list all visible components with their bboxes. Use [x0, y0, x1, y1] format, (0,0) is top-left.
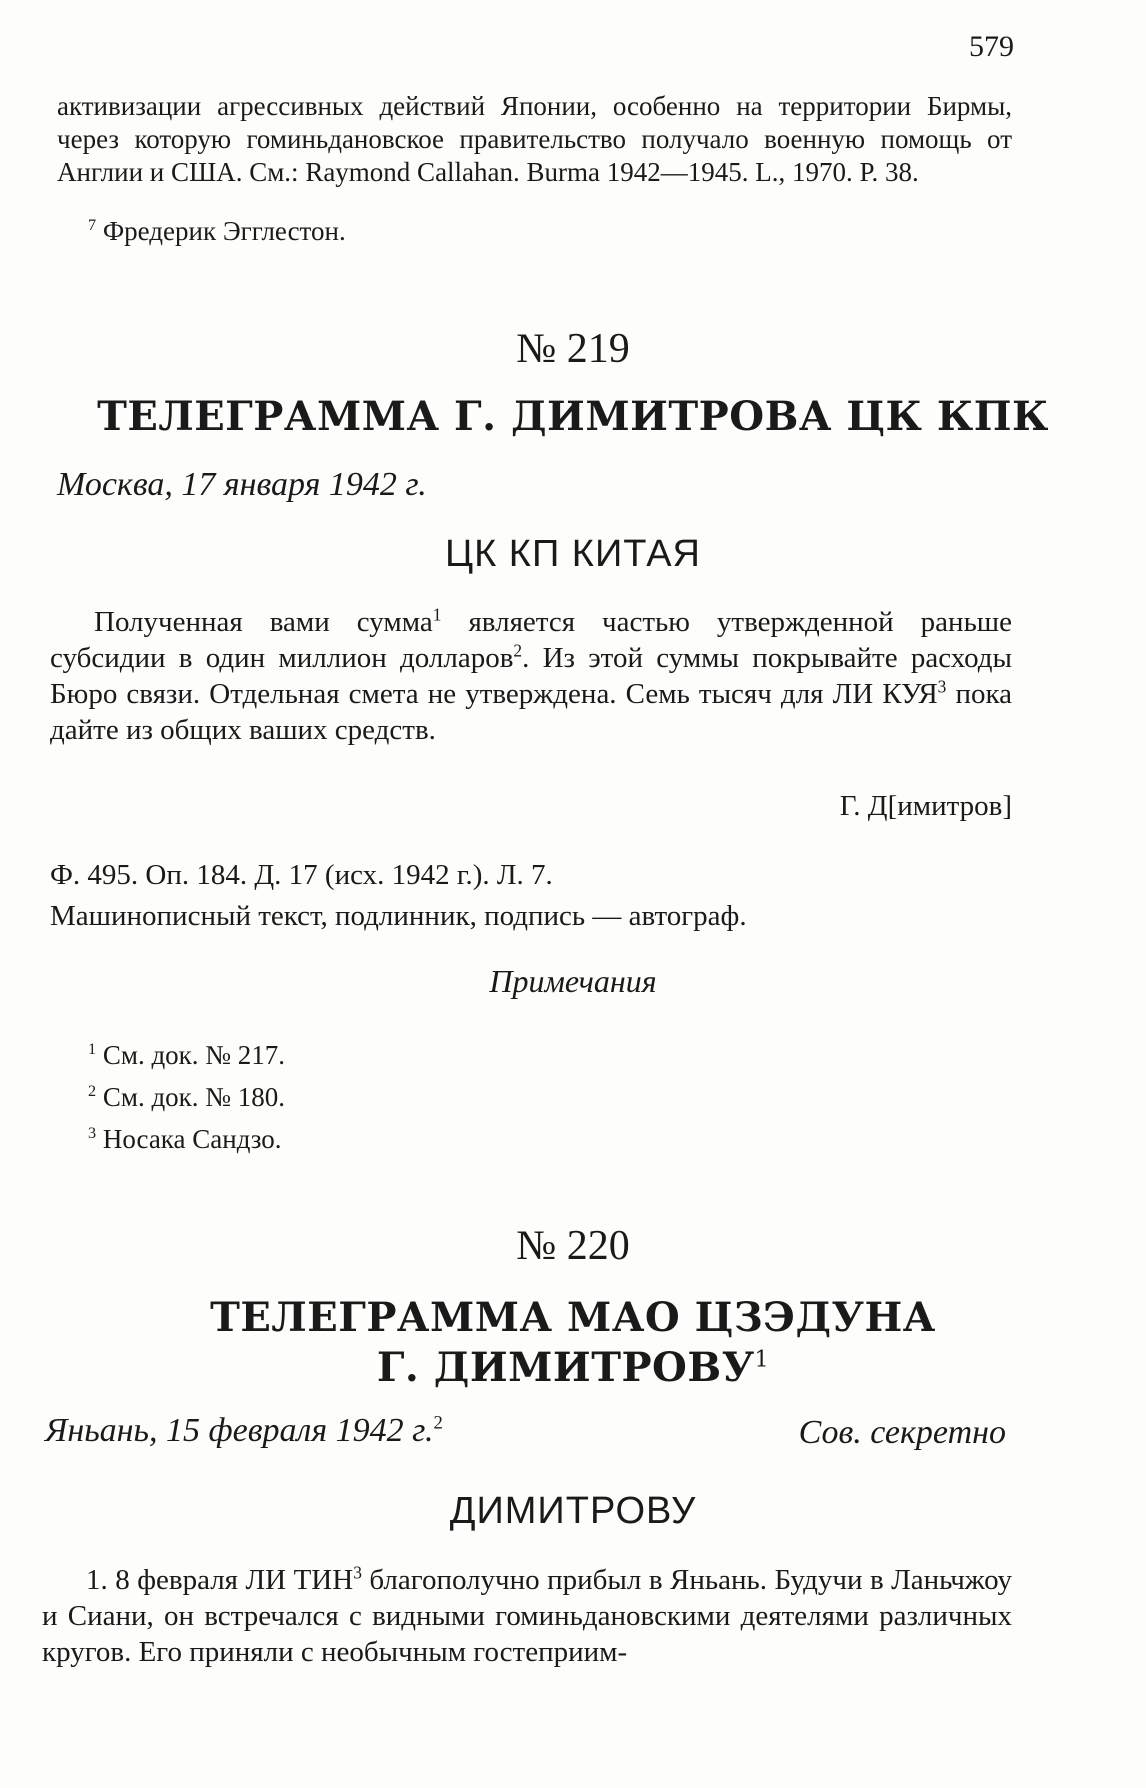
doc-220-title [0, 1293, 1146, 1393]
body-text: . Из этой суммы покрывайте расходы Бюро связи. Отдельная смета не утверждена. Семь тысяч для ЛИ КУЯ [50, 642, 1012, 710]
body-text: Полученная вами сумма [94, 606, 433, 638]
doc-219-signature: Г. Д[имитров] [839, 790, 1012, 822]
title-line-2 [0, 1343, 1146, 1393]
carryover-paragraph [57, 90, 1012, 189]
doc-219-addressee: ЦК КП КИТАЯ [445, 533, 701, 575]
doc-219-body [50, 604, 1012, 748]
notes-heading: Примечания [489, 963, 657, 999]
footnote-ref: 1 [754, 1347, 770, 1373]
doc-220-addressee: ДИМИТРОВУ [449, 1490, 697, 1532]
footnote-marker: 7 [88, 216, 97, 234]
footnote-ref: 1 [432, 604, 442, 625]
archive-description: Машинописный текст, подлинник, подпись — автограф. [50, 900, 747, 932]
doc-220-classification: Сов. секретно [798, 1414, 1006, 1451]
note-marker: 2 [88, 1082, 97, 1100]
footnote-ref: 2 [433, 1412, 443, 1434]
note-item [88, 1034, 285, 1076]
carryover-text: активизации агрессивных действий Японии, особенно на территории Бирмы, через которую гоминьдановское правительство получало военную помощь от Англии и США. См.: Raymond Callahan. Burma 1942—1945. L., 1970. P. 38. [57, 91, 1012, 187]
note-marker: 1 [88, 1040, 97, 1058]
note-item [88, 1076, 285, 1118]
footnote-text: Фредерик Эгглестон. [102, 216, 346, 246]
body-text: пока дайте из общих ваших средств. [50, 678, 1013, 746]
body-text: является частью утвержденной раньше субсидии в один миллион долларов [50, 606, 1012, 674]
doc-220-body [42, 1562, 1012, 1670]
note-marker: 3 [88, 1124, 97, 1142]
body-text: благополучно прибыл в Яньань. Будучи в Ланьчжоу и Сиани, он встречался с видными гоминьдановскими деятелями различных кругов. Его приняли с необычным гостеприим- [42, 1564, 1012, 1668]
doc-219-number: № 219 [516, 326, 630, 372]
body-text: 1. 8 февраля ЛИ ТИН [86, 1564, 354, 1596]
doc-220-number: № 220 [516, 1223, 630, 1269]
doc-219-place-date: Москва, 17 января 1942 г. [57, 466, 427, 503]
doc-219-archive-info [50, 855, 747, 937]
footnote-ref: 3 [353, 1562, 362, 1583]
footnote-ref: 2 [513, 640, 523, 661]
note-text: Носака Сандзо. [102, 1124, 282, 1154]
place-date-text: Яньань, 15 февраля 1942 г. [45, 1412, 434, 1449]
note-item [88, 1118, 285, 1160]
page-number: 579 [969, 30, 1014, 63]
footnote-7 [88, 216, 1043, 247]
title-text: Г. ДИМИТРОВУ [376, 1344, 755, 1391]
notes-list [88, 1034, 285, 1160]
doc-219-title: ТЕЛЕГРАММА Г. ДИМИТРОВА ЦК КПК [97, 393, 1049, 440]
footnote-ref: 3 [937, 676, 947, 697]
archive-reference: Ф. 495. Оп. 184. Д. 17 (исх. 1942 г.). Л. 7. [50, 859, 553, 891]
doc-220-place-date [45, 1412, 443, 1450]
note-text: См. док. № 180. [102, 1082, 286, 1112]
note-text: См. док. № 217. [102, 1040, 286, 1070]
title-line-1: ТЕЛЕГРАММА МАО ЦЗЭДУНА [210, 1294, 936, 1341]
